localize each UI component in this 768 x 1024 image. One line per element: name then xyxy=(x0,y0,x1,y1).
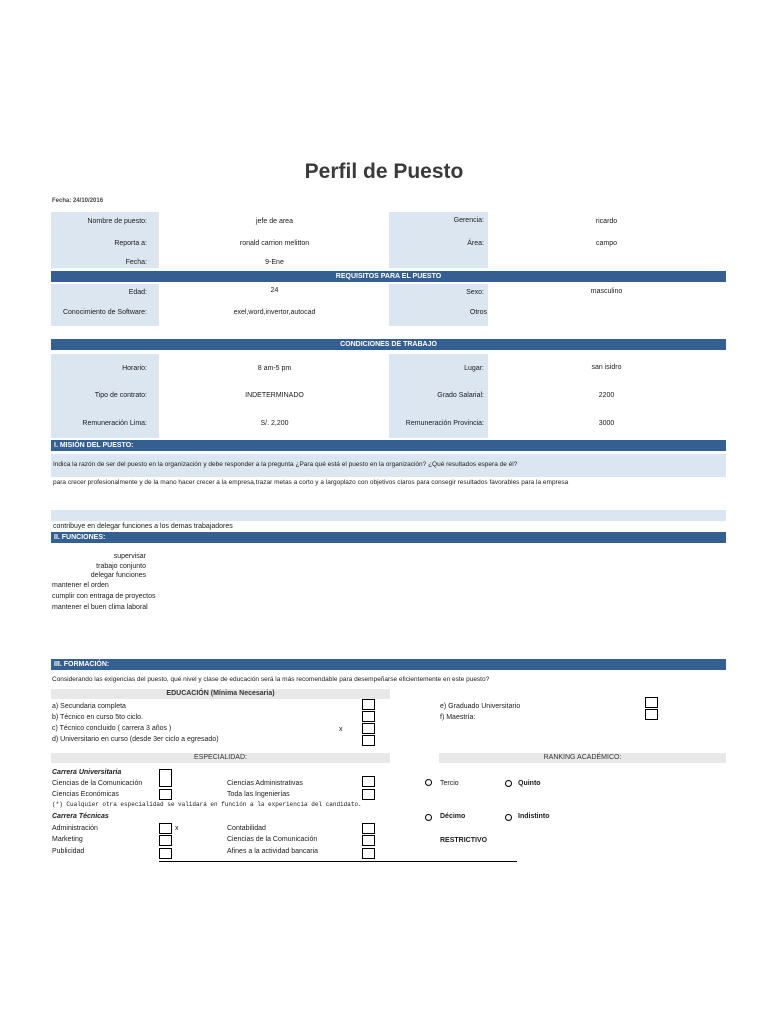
formacion-question: Considerando las exigencias del puesto, qué nivel y clase de educación será la más recomendable para desempeñarse eficientemente en este puesto? xyxy=(52,676,490,683)
edu-checkbox[interactable] xyxy=(645,709,658,720)
condiciones-band: CONDICIONES DE TRABAJO xyxy=(51,339,726,350)
mision-extra[interactable]: contribuye en delegar funciones a los demas trabajadores xyxy=(53,523,233,530)
grado-value[interactable]: 2200 xyxy=(598,392,615,399)
tec-checkbox[interactable] xyxy=(362,823,375,834)
edu-checkbox[interactable] xyxy=(362,711,375,722)
rem-prov-value[interactable]: 3000 xyxy=(598,420,615,427)
lugar-label: Lugar: xyxy=(464,365,484,372)
edu-option: e) Graduado Universitario xyxy=(440,703,521,710)
rem-lima-label: Remuneración Lima: xyxy=(82,420,147,427)
ranking-option: Tercio xyxy=(440,780,459,787)
especialidad-header: ESPECIALIDAD: xyxy=(51,753,390,763)
univ-checkbox[interactable] xyxy=(362,776,375,787)
grado-label: Grado Salarial: xyxy=(437,392,484,399)
tec-mark: x xyxy=(175,825,179,832)
restrictivo-label: RESTRICTIVO xyxy=(440,837,488,844)
requisitos-band: REQUISITOS PARA EL PUESTO xyxy=(51,271,726,282)
ranking-radio[interactable] xyxy=(505,780,512,787)
lugar-value[interactable]: san isidro xyxy=(591,364,622,371)
tec-checkbox[interactable] xyxy=(159,823,172,834)
edu-checkbox[interactable] xyxy=(362,723,375,734)
tec-option: Marketing xyxy=(52,836,83,843)
funcion-item[interactable]: mantener el buen clima laboral xyxy=(52,604,148,611)
mision-question: Indica la razón de ser del puesto en la organización y debe responder a la pregunta ¿Para qué está el puesto en la organización? ¿Qué resultados espera de él? xyxy=(53,461,518,468)
edu-option: a) Secundaria completa xyxy=(52,703,126,710)
ranking-option: Indistinto xyxy=(518,813,550,820)
mision-answer[interactable]: para crecer profesionalmente y de la mano hacer crecer a la empresa,trazar metas a corto y a largoplazo con objetivos claros para consegir resultados favorables para la empresa xyxy=(53,479,569,486)
ranking-option: Décimo xyxy=(440,813,466,820)
tec-checkbox[interactable] xyxy=(159,835,172,846)
univ-option: Ciencias Económicas xyxy=(52,791,119,798)
edu-checkbox[interactable] xyxy=(645,697,658,708)
rem-lima-value[interactable]: S/. 2,200 xyxy=(260,420,289,427)
fecha-value[interactable]: 9-Ene xyxy=(265,259,284,266)
nombre-label: Nombre de puesto: xyxy=(87,218,147,225)
edu-checkbox[interactable] xyxy=(362,735,375,746)
edu-checkbox[interactable] xyxy=(362,699,375,710)
tec-option: Afines a la actividad bancaria xyxy=(227,848,319,855)
univ-checkbox[interactable] xyxy=(362,789,375,800)
edu-option: d) Universitario en curso (desde 3er ciclo a egresado) xyxy=(52,736,219,743)
otros-label: Otros xyxy=(469,309,487,316)
tec-checkbox[interactable] xyxy=(159,848,172,859)
ranking-radio[interactable] xyxy=(505,814,512,821)
funciones-band: II. FUNCIONES: xyxy=(51,532,726,543)
funcion-item[interactable]: delegar funciones xyxy=(90,572,146,579)
fecha-label: Fecha: xyxy=(125,259,147,266)
univ-checkbox[interactable] xyxy=(159,769,172,787)
contrato-label: Tipo de contrato: xyxy=(94,392,147,399)
carrera-tec-title: Carrera Técnicas xyxy=(52,813,109,820)
ranking-radio[interactable] xyxy=(425,814,432,821)
tec-option: Ciencias de la Comunicación xyxy=(227,836,318,843)
edad-value[interactable]: 24 xyxy=(270,287,279,294)
gerencia-label: Gerencia: xyxy=(453,217,484,224)
contrato-value[interactable]: INDETERMINADO xyxy=(245,392,304,399)
univ-option: Ciencias Administrativas xyxy=(227,780,303,787)
funcion-item[interactable]: mantener el orden xyxy=(52,582,109,589)
edu-option: c) Técnico concluido ( carrera 3 años ) xyxy=(52,725,172,732)
funcion-item[interactable]: trabajo conjunto xyxy=(96,563,146,570)
univ-option: Toda las Ingenierías xyxy=(227,791,290,798)
univ-checkbox[interactable] xyxy=(159,789,172,800)
educacion-header: EDUCACIÓN (Mínima Necesaria) xyxy=(51,689,390,699)
edu-mark: x xyxy=(339,726,343,733)
reporta-label: Reporta a: xyxy=(114,240,147,247)
funcion-item[interactable]: supervisar xyxy=(113,553,146,560)
horario-label: Horario: xyxy=(122,365,147,372)
reporta-value[interactable]: ronald carrion melitton xyxy=(239,240,310,247)
tec-checkbox[interactable] xyxy=(362,848,375,859)
area-value[interactable]: campo xyxy=(595,240,617,247)
edu-option: b) Técnico en curso 5to ciclo. xyxy=(52,714,143,721)
nombre-value[interactable]: jefe de area xyxy=(256,218,293,225)
software-value[interactable]: exel,word,invertor,autocad xyxy=(233,309,316,316)
sexo-label: Sexo: xyxy=(466,289,484,296)
software-label: Conocimiento de Software: xyxy=(62,309,147,316)
funcion-item[interactable]: cumplir con entraga de proyectos xyxy=(52,593,156,600)
edu-option: f) Maestría: xyxy=(440,714,476,721)
rem-prov-label: Remuneración Provincia: xyxy=(405,420,484,427)
mision-extra-bg xyxy=(51,510,726,521)
tec-option: Publicidad xyxy=(52,848,85,855)
carrera-univ-title: Carrera Universitaria xyxy=(52,769,122,776)
ranking-header: RANKING ACADÉMICO: xyxy=(439,753,726,763)
edad-label: Edad: xyxy=(128,289,147,296)
tec-option: Administración xyxy=(52,825,98,832)
gerencia-value[interactable]: ricardo xyxy=(595,218,618,225)
fecha-doc: Fecha: 24/10/2016 xyxy=(52,198,104,204)
especialidad-note: (*) Cualquier otra especialidad se validará en función a la experiencia del candidato. xyxy=(52,801,362,808)
formacion-band: III. FORMACIÓN: xyxy=(51,659,726,670)
ranking-radio[interactable] xyxy=(425,779,432,786)
tec-checkbox[interactable] xyxy=(362,835,375,846)
bottom-rule xyxy=(159,861,517,862)
page-title: Perfil de Puesto xyxy=(304,160,464,183)
univ-option: Ciencias de la Comunicación xyxy=(52,780,143,787)
ranking-option: Quinto xyxy=(518,780,541,787)
horario-value[interactable]: 8 am-5 pm xyxy=(257,365,292,372)
mision-band: I. MISIÓN DEL PUESTO: xyxy=(51,440,726,451)
sexo-value[interactable]: masculino xyxy=(590,288,623,295)
area-label: Área: xyxy=(467,240,484,247)
tec-option: Contabilidad xyxy=(227,825,266,832)
